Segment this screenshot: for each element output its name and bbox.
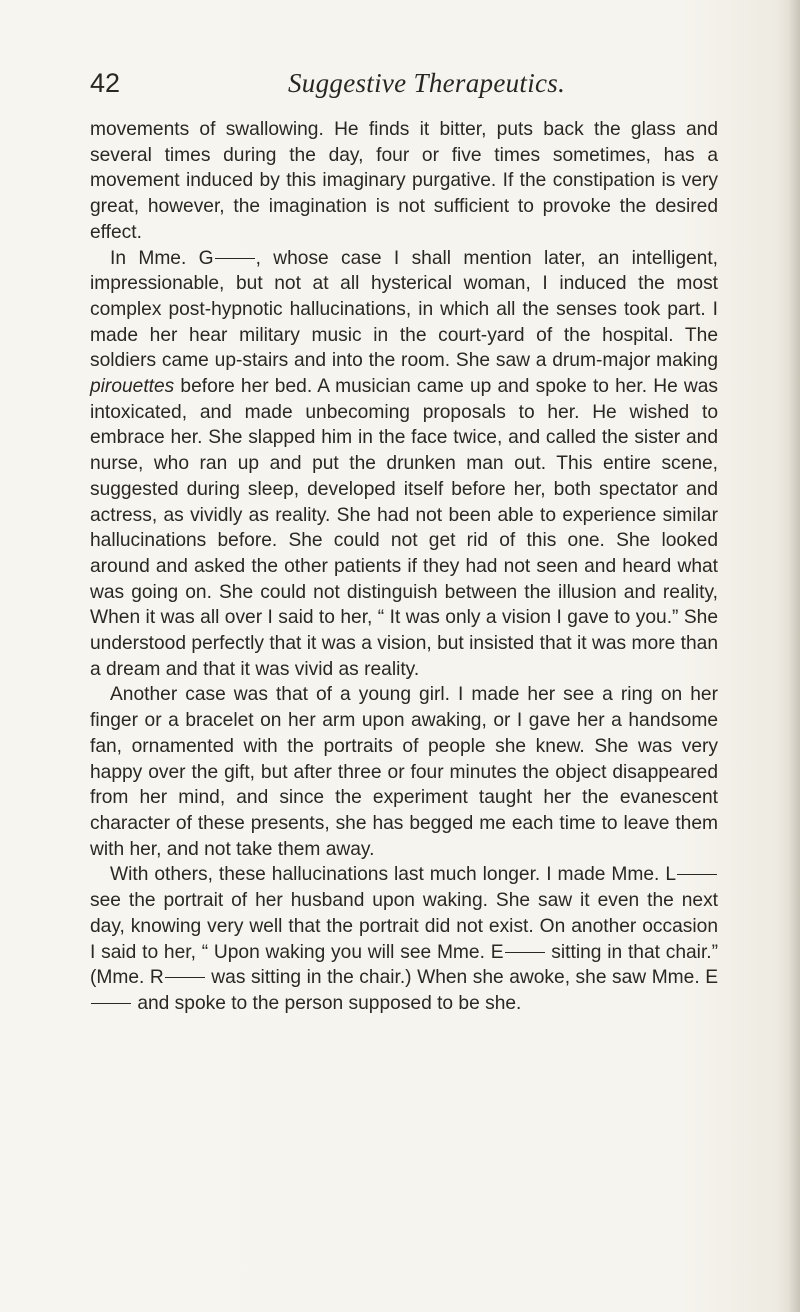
paragraph-3: Another case was that of a young girl. I made her see a ring on her finger or a bracelet on her arm upon awaking, or I gave her a handsome fan, ornamented with the portraits of people she knew. She was very happy over the gift, but after three or four minutes the object disappeared from her mind, and since the experiment taught her the evanescent character of these presents, she has begged me each time to leave them with her, and not take them away. <box>90 684 718 860</box>
running-title: Suggestive Therapeutics. <box>288 68 566 98</box>
name-dash <box>505 952 545 953</box>
paragraph-4 <box>90 862 718 1016</box>
paragraph-4-part-c: sitting in that chair.” (Mme. R <box>90 941 718 989</box>
name-dash <box>91 1003 131 1004</box>
page-header <box>90 68 720 108</box>
name-dash <box>215 258 255 259</box>
page-edge-shadow <box>788 0 800 1312</box>
paragraph-4-part-b: see the portrait of her husband upon waking. She saw it even the next day, knowing very well that the portrait did not exist. On another occasion I said to her, “ Upon waking you will see Mme. E <box>90 890 718 963</box>
name-dash <box>165 977 205 978</box>
paragraph-4-part-e: and spoke to the person supposed to be she. <box>132 992 522 1014</box>
name-dash <box>677 874 717 875</box>
body-text <box>90 117 718 1017</box>
page-number: 42 <box>90 68 121 98</box>
paragraph-2-part-b: , whose case I shall mention later, an intelligent, impressionable, but not at all hysterical woman, I induced the most complex post-hypnotic hallucinations, in which all the senses took part. I made her hear military music in the court-yard of the hospital. The soldiers came up-stairs and into the room. She saw a drum-major making <box>90 247 718 372</box>
paragraph-4-part-a: With others, these hallucinations last much longer. I made Mme. L <box>110 864 676 886</box>
paragraph-2-part-a: In Mme. G <box>110 247 214 269</box>
paragraph-2 <box>90 246 718 683</box>
paragraph-2-part-c: before her bed. A musician came up and spoke to her. He was intoxicated, and made unbecoming proposals to her. He wished to embrace her. She slapped him in the face twice, and called the sister and nurse, who ran up and put the drunken man out. This entire scene, suggested during sleep, developed itself before her, both spectator and actress, as vividly as reality. She had not been able to experience similar hallucinations before. She could not get rid of this one. She looked around and asked the other patients if they had not seen and heard what was going on. She could not distinguish between the illusion and reality, When it was all over I said to her, “ It was only a vision I gave to you.” She understood perfectly that it was a vision, but insisted that it was more than a dream and that it was vivid as reality. <box>90 376 718 680</box>
paragraph-4-part-d: was sitting in the chair.) When she awoke, she saw Mme. E <box>205 967 718 989</box>
paragraph-1: movements of swallowing. He finds it bitter, puts back the glass and several times during the day, four or five times sometimes, has a movement induced by this imaginary purgative. If the constipation is very great, however, the imagination is not sufficient to provoke the desired effect. <box>90 119 718 243</box>
italic-term: pirouettes <box>90 376 175 398</box>
